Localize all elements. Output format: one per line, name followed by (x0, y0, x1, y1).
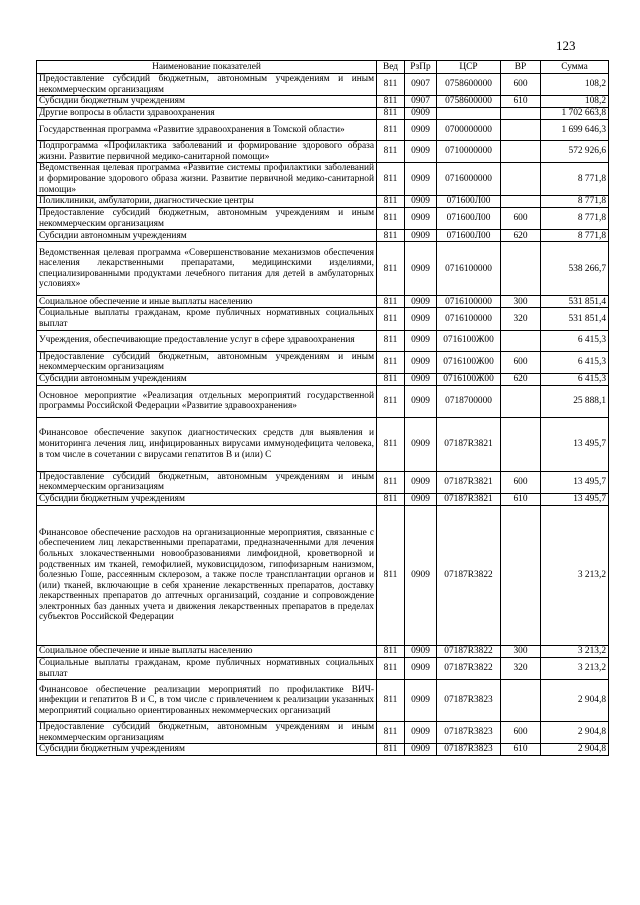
header-name: Наименование показателей (37, 61, 377, 74)
row-rzpr: 0909 (405, 722, 437, 744)
row-vr: 320 (501, 657, 541, 679)
row-vr: 610 (501, 96, 541, 108)
row-rzpr: 0909 (405, 242, 437, 296)
row-ved: 811 (377, 141, 405, 163)
row-rzpr: 0909 (405, 230, 437, 242)
row-csr: 0758600000 (437, 96, 501, 108)
row-ved: 811 (377, 744, 405, 756)
row-name: Подпрограмма «Профилактика заболеваний и формирование здорового образа жизни. Развитие первичной медико-санитарной помощи» (37, 141, 377, 163)
row-sum: 2 904,8 (541, 722, 609, 744)
row-sum: 572 926,6 (541, 141, 609, 163)
row-ved: 811 (377, 120, 405, 141)
table-row (37, 385, 609, 417)
row-vr: 610 (501, 744, 541, 756)
row-rzpr: 0909 (405, 645, 437, 657)
row-rzpr: 0909 (405, 330, 437, 351)
row-rzpr: 0909 (405, 505, 437, 645)
row-name: Ведомственная целевая программа «Совершенствование механизмов обеспечения населения лекарственными препаратами, медицинскими изделиями, специализированными продуктами лечебного питания для детей в амбулаторных условиях» (37, 242, 377, 296)
row-rzpr: 0909 (405, 308, 437, 330)
row-vr: 600 (501, 351, 541, 373)
row-name: Социальное обеспечение и иные выплаты населению (37, 645, 377, 657)
row-name: Основное мероприятие «Реализация отдельных мероприятий государственной программы Российской Федерации «Развитие здравоохранения» (37, 385, 377, 417)
row-name: Другие вопросы в области здравоохранения (37, 108, 377, 120)
row-name: Финансовое обеспечение реализации мероприятий по профилактике ВИЧ-инфекции и гепатитов B и C, в том числе с привлечением к реализации указанных мероприятий социально ориентированных некоммерческих организаций (37, 680, 377, 722)
table-row (37, 230, 609, 242)
table-row (37, 108, 609, 120)
row-sum: 2 904,8 (541, 680, 609, 722)
row-rzpr: 0909 (405, 120, 437, 141)
header-rzpr: РзПр (405, 61, 437, 74)
row-csr (437, 108, 501, 120)
row-name: Учреждения, обеспечивающие предоставление услуг в сфере здравоохранения (37, 330, 377, 351)
row-ved: 811 (377, 385, 405, 417)
table-row (37, 505, 609, 645)
row-ved: 811 (377, 74, 405, 96)
budget-table (36, 60, 609, 756)
row-vr (501, 385, 541, 417)
table-row (37, 493, 609, 505)
table-row (37, 296, 609, 308)
table-row (37, 373, 609, 385)
row-ved: 811 (377, 208, 405, 230)
header-sum: Сумма (541, 61, 609, 74)
row-sum: 25 888,1 (541, 385, 609, 417)
row-ved: 811 (377, 657, 405, 679)
table-row (37, 417, 609, 471)
row-csr: 0716100000 (437, 242, 501, 296)
table-row (37, 74, 609, 96)
row-vr: 600 (501, 722, 541, 744)
table-row (37, 330, 609, 351)
row-vr (501, 680, 541, 722)
row-csr: 07187R3821 (437, 417, 501, 471)
row-sum: 538 266,7 (541, 242, 609, 296)
table-header-row (37, 61, 609, 74)
row-vr (501, 163, 541, 196)
row-sum: 531 851,4 (541, 296, 609, 308)
row-vr: 300 (501, 645, 541, 657)
row-name: Предоставление субсидий бюджетным, автономным учреждениям и иным некоммерческим организациям (37, 351, 377, 373)
row-ved: 811 (377, 722, 405, 744)
row-name: Предоставление субсидий бюджетным, автономным учреждениям и иным некоммерческим организациям (37, 74, 377, 96)
row-ved: 811 (377, 296, 405, 308)
table-row (37, 163, 609, 196)
table-row (37, 196, 609, 208)
row-csr: 07187R3822 (437, 657, 501, 679)
row-name: Субсидии бюджетным учреждениям (37, 493, 377, 505)
row-name: Субсидии автономным учреждениям (37, 230, 377, 242)
row-vr: 620 (501, 373, 541, 385)
row-rzpr: 0909 (405, 296, 437, 308)
row-csr: 07187R3823 (437, 722, 501, 744)
page-number: 123 (556, 38, 576, 53)
row-vr (501, 196, 541, 208)
row-name: Предоставление субсидий бюджетным, автономным учреждениям и иным некоммерческим организациям (37, 208, 377, 230)
row-vr (501, 242, 541, 296)
row-csr: 0710000000 (437, 141, 501, 163)
header-ved: Вед (377, 61, 405, 74)
row-sum: 1 702 663,8 (541, 108, 609, 120)
row-rzpr: 0909 (405, 108, 437, 120)
row-ved: 811 (377, 330, 405, 351)
row-sum: 8 771,8 (541, 230, 609, 242)
row-ved: 811 (377, 505, 405, 645)
row-ved: 811 (377, 417, 405, 471)
row-rzpr: 0909 (405, 744, 437, 756)
table-row (37, 96, 609, 108)
row-name: Субсидии бюджетным учреждениям (37, 96, 377, 108)
table-row (37, 120, 609, 141)
row-sum: 6 415,3 (541, 373, 609, 385)
row-vr: 600 (501, 74, 541, 96)
row-ved: 811 (377, 645, 405, 657)
row-name: Финансовое обеспечение расходов на организационные мероприятия, связанные с обеспечением лиц лекарственными препаратами, предназначенными для лечения больных злокачественными новообразованиями лимфоидной, кроветворной и родственных им тканей, гемофилией, муковисцидозом, гипофизарным нанизмом, болезнью Гоше, рассеянным склерозом, а также после трансплантации органов и (или) тканей, включающие в себя хранение лекарственных препаратов, доставку лекарственных препаратов до аптечных организаций, создание и сопровождение электронных баз данных учета и движения лекарственных препаратов в пределах субъектов Российской Федерации (37, 505, 377, 645)
table-row (37, 680, 609, 722)
row-vr (501, 417, 541, 471)
row-vr (501, 108, 541, 120)
row-name: Социальные выплаты гражданам, кроме публичных нормативных социальных выплат (37, 308, 377, 330)
row-csr: 071600Л00 (437, 196, 501, 208)
row-csr: 071600Л00 (437, 208, 501, 230)
table-row (37, 722, 609, 744)
row-sum: 6 415,3 (541, 330, 609, 351)
row-ved: 811 (377, 230, 405, 242)
row-name: Финансовое обеспечение закупок диагностических средств для выявления и мониторинга лечения лиц, инфицированных вирусами иммунодефицита человека, в том числе в сочетании с вирусами гепатитов B и (или) C (37, 417, 377, 471)
row-vr (501, 141, 541, 163)
row-vr (501, 120, 541, 141)
table-row (37, 208, 609, 230)
table-row (37, 141, 609, 163)
row-csr: 0716100Ж00 (437, 351, 501, 373)
row-ved: 811 (377, 242, 405, 296)
row-vr: 300 (501, 296, 541, 308)
row-name: Предоставление субсидий бюджетным, автономным учреждениям и иным некоммерческим организациям (37, 722, 377, 744)
row-csr: 0716000000 (437, 163, 501, 196)
header-csr: ЦСР (437, 61, 501, 74)
row-ved: 811 (377, 351, 405, 373)
row-ved: 811 (377, 96, 405, 108)
row-vr: 610 (501, 493, 541, 505)
row-csr: 07187R3822 (437, 645, 501, 657)
row-ved: 811 (377, 108, 405, 120)
row-rzpr: 0909 (405, 373, 437, 385)
row-rzpr: 0909 (405, 351, 437, 373)
row-rzpr: 0909 (405, 196, 437, 208)
row-csr: 0716100Ж00 (437, 330, 501, 351)
row-name: Ведомственная целевая программа «Развитие системы профилактики заболеваний и формирование здорового образа жизни. Развитие первичной медико-санитарной помощи» (37, 163, 377, 196)
row-name: Предоставление субсидий бюджетным, автономным учреждениям и иным некоммерческим организациям (37, 471, 377, 493)
row-vr: 320 (501, 308, 541, 330)
table-row (37, 351, 609, 373)
row-rzpr: 0909 (405, 493, 437, 505)
row-vr: 600 (501, 471, 541, 493)
row-vr (501, 330, 541, 351)
row-sum: 3 213,2 (541, 645, 609, 657)
row-sum: 531 851,4 (541, 308, 609, 330)
header-vr: ВР (501, 61, 541, 74)
table-row (37, 744, 609, 756)
table-row (37, 308, 609, 330)
row-csr: 07187R3823 (437, 680, 501, 722)
row-rzpr: 0907 (405, 74, 437, 96)
row-sum: 3 213,2 (541, 657, 609, 679)
row-csr: 0716100000 (437, 308, 501, 330)
row-sum: 13 495,7 (541, 417, 609, 471)
table-row (37, 242, 609, 296)
row-name: Социальные выплаты гражданам, кроме публичных нормативных социальных выплат (37, 657, 377, 679)
row-csr: 0700000000 (437, 120, 501, 141)
row-sum: 8 771,8 (541, 163, 609, 196)
row-ved: 811 (377, 308, 405, 330)
row-sum: 2 904,8 (541, 744, 609, 756)
row-csr: 07187R3821 (437, 493, 501, 505)
row-ved: 811 (377, 163, 405, 196)
row-sum: 1 699 646,3 (541, 120, 609, 141)
row-ved: 811 (377, 493, 405, 505)
row-ved: 811 (377, 196, 405, 208)
row-rzpr: 0909 (405, 680, 437, 722)
row-csr: 0716100Ж00 (437, 373, 501, 385)
row-rzpr: 0909 (405, 385, 437, 417)
row-name: Субсидии автономным учреждениям (37, 373, 377, 385)
row-name: Социальное обеспечение и иные выплаты населению (37, 296, 377, 308)
table-row (37, 471, 609, 493)
row-rzpr: 0909 (405, 163, 437, 196)
row-vr: 620 (501, 230, 541, 242)
row-rzpr: 0907 (405, 96, 437, 108)
row-name: Субсидии бюджетным учреждениям (37, 744, 377, 756)
row-sum: 8 771,8 (541, 208, 609, 230)
row-sum: 6 415,3 (541, 351, 609, 373)
row-sum: 8 771,8 (541, 196, 609, 208)
row-csr: 0716100000 (437, 296, 501, 308)
table-row (37, 645, 609, 657)
row-csr: 07187R3822 (437, 505, 501, 645)
row-rzpr: 0909 (405, 417, 437, 471)
row-ved: 811 (377, 373, 405, 385)
row-sum: 13 495,7 (541, 493, 609, 505)
row-sum: 3 213,2 (541, 505, 609, 645)
row-vr (501, 505, 541, 645)
row-ved: 811 (377, 680, 405, 722)
row-ved: 811 (377, 471, 405, 493)
row-name: Государственная программа «Развитие здравоохранения в Томской области» (37, 120, 377, 141)
row-sum: 108,2 (541, 74, 609, 96)
row-csr: 0758600000 (437, 74, 501, 96)
row-rzpr: 0909 (405, 141, 437, 163)
row-name: Поликлиники, амбулатории, диагностические центры (37, 196, 377, 208)
row-csr: 07187R3823 (437, 744, 501, 756)
row-sum: 13 495,7 (541, 471, 609, 493)
row-rzpr: 0909 (405, 657, 437, 679)
table-row (37, 657, 609, 679)
row-sum: 108,2 (541, 96, 609, 108)
row-rzpr: 0909 (405, 208, 437, 230)
row-rzpr: 0909 (405, 471, 437, 493)
row-csr: 0718700000 (437, 385, 501, 417)
row-vr: 600 (501, 208, 541, 230)
row-csr: 071600Л00 (437, 230, 501, 242)
row-csr: 07187R3821 (437, 471, 501, 493)
